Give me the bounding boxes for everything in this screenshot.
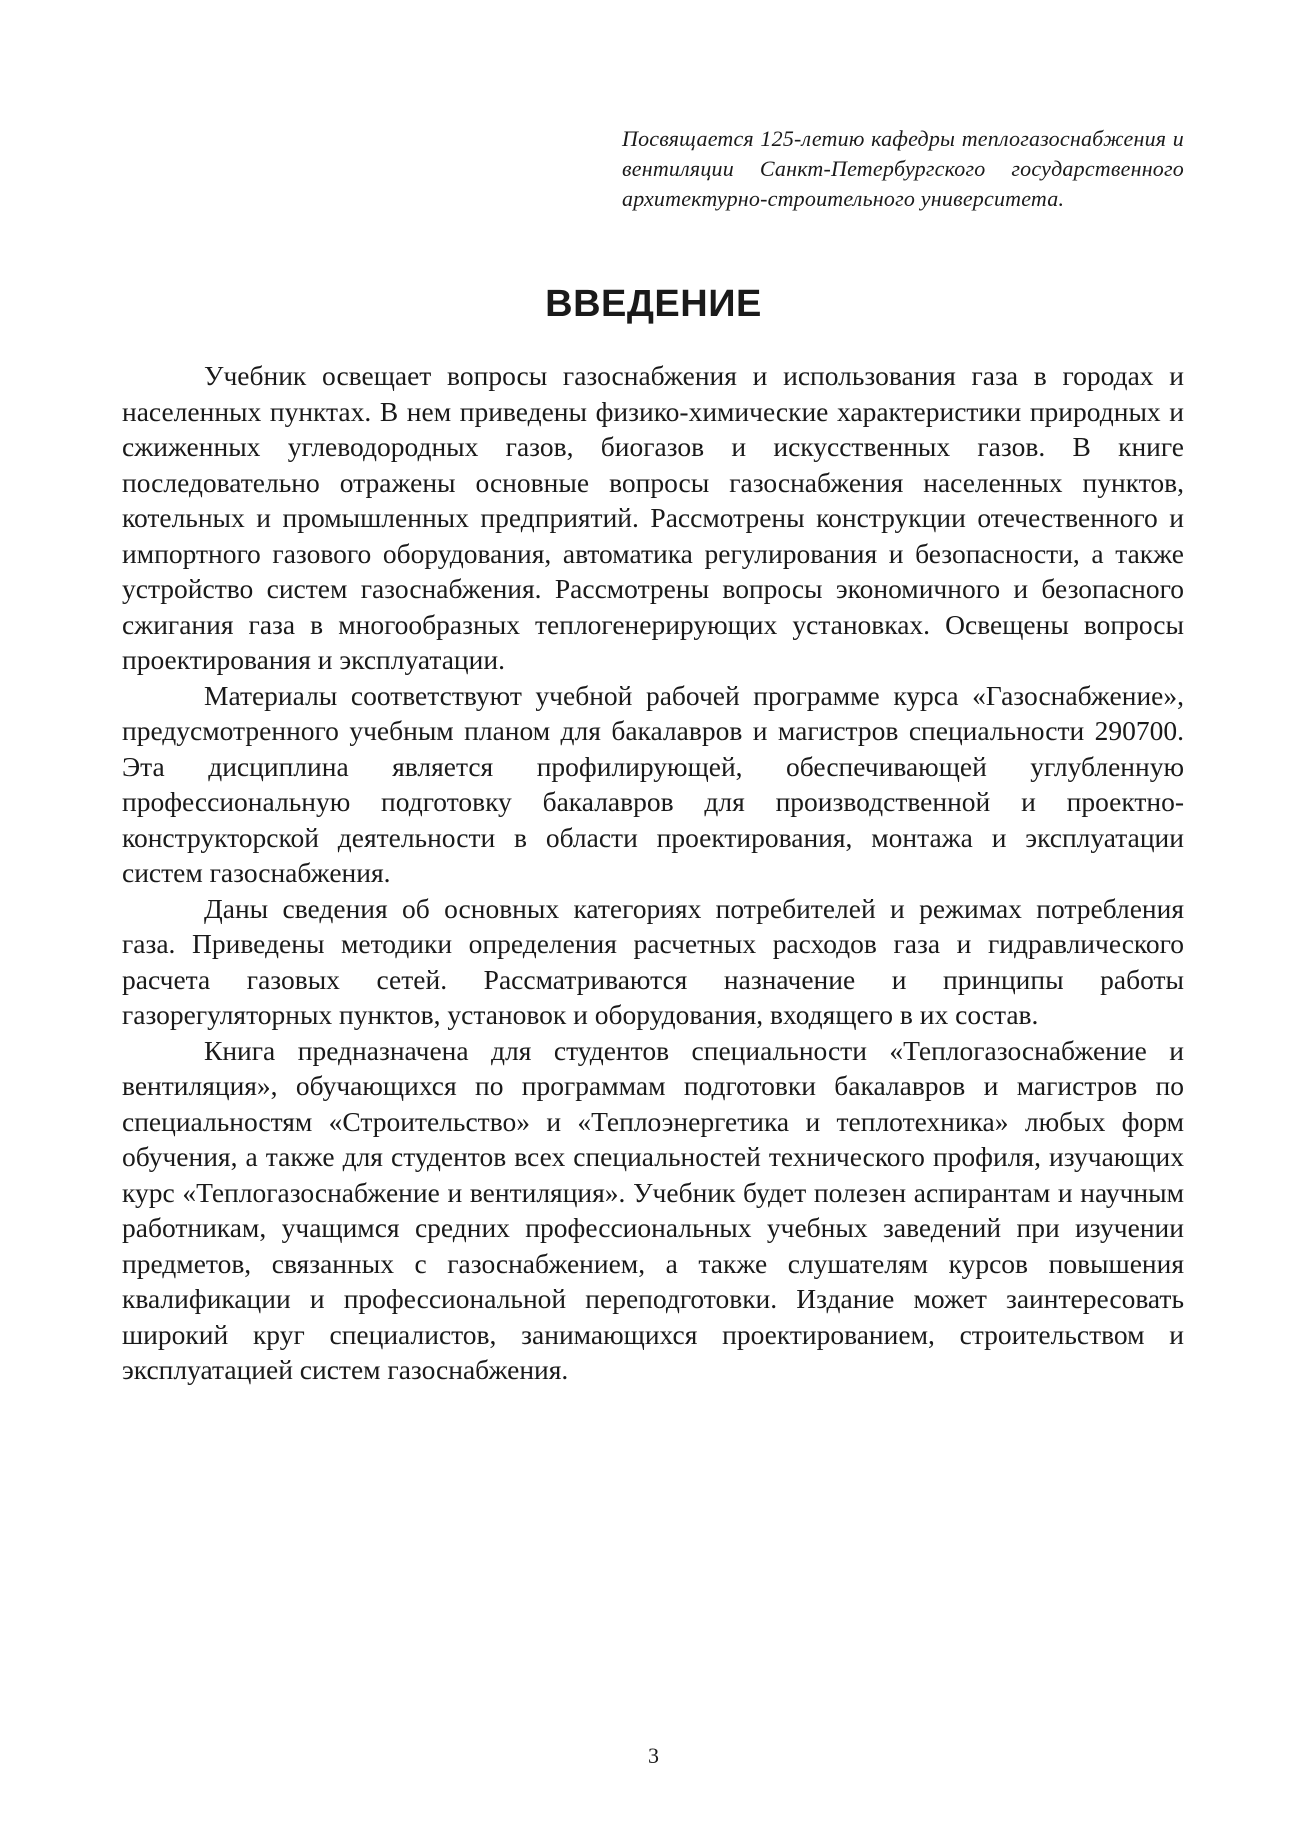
dedication-epigraph: Посвящается 125-летию кафедры теплогазоснабжения и вентиляции Санкт-Петербургского государственного архитектурно-строительного университета. xyxy=(622,126,1184,211)
paragraph: Учебник освещает вопросы газоснабжения и использования газа в городах и населенных пунктах. В нем приведены физико-химические характеристики природных и сжиженных углеводородных газов, биогазов и искусственных газов. В книге последовательно отражены основные вопросы газоснабжения населенных пунктов, котельных и промышленных предприятий. Рассмотрены конструкции отечественного и импортного газового оборудования, автоматика регулирования и безопасности, а также устройство систем газоснабжения. Рассмотрены вопросы экономичного и безопасного сжигания газа в многообразных теплогенерирующих установках. Освещены вопросы проектирования и эксплуатации. xyxy=(122,360,1184,675)
paragraph: Материалы соответствуют учебной рабочей программе курса «Газоснабжение», предусмотренного учебным планом для бакалавров и магистров специальности 290700. Эта дисциплина является профилирующей, обеспечивающей углубленную профессиональную подготовку бакалавров для производственной и проектно-конструкторской деятельности в области проектирования, монтажа и эксплуатации систем газоснабжения. xyxy=(122,679,1184,888)
paragraph: Книга предназначена для студентов специальности «Теплогазоснабжение и вентиляция», обучающихся по программам подготовки бакалавров и магистров по специальностям «Строительство» и «Теплоэнергетика и теплотехника» любых форм обучения, а также для студентов всех специальностей технического профиля, изучающих курс «Теплогазоснабжение и вентиляция». Учебник будет полезен аспирантам и научным работникам, учащимся средних профессиональных учебных заведений при изучении предметов, связанных с газоснабжением, а также слушателям курсов повышения квалификации и профессиональной переподготовки. Издание может заинтересовать широкий круг специалистов, занимающихся проектированием, строительством и эксплуатацией систем газоснабжения. xyxy=(122,1034,1184,1385)
page-number: 3 xyxy=(648,1743,659,1768)
body-text xyxy=(122,358,1184,1388)
paragraph: Даны сведения об основных категориях потребителей и режимах потребления газа. Приведены методики определения расчетных расходов газа и гидравлического расчета газовых сетей. Рассматриваются назначение и принципы работы газорегуляторных пунктов, установок и оборудования, входящего в их состав. xyxy=(122,892,1184,1030)
section-title: ВВЕДЕНИЕ xyxy=(545,283,762,325)
